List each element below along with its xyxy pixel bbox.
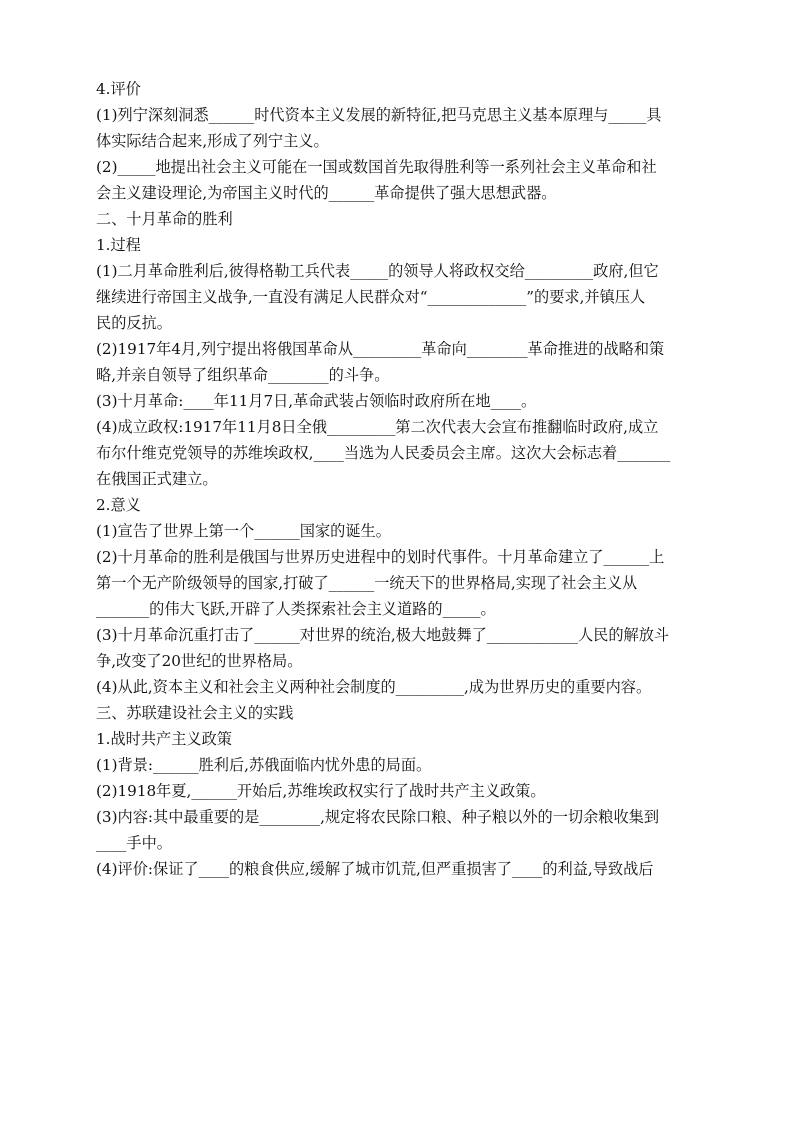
paragraph-line: (3)十月革命:____年11月7日,革命武装占领临时政府所在地____。 <box>96 392 537 410</box>
paragraph-line: (4)评价:保证了____的粮食供应,缓解了城市饥荒,但严重损害了____的利益,导致战后 <box>96 860 654 878</box>
paragraph-line: (1)二月革命胜利后,彼得格勒工兵代表_____的领导人将政权交给_________政府,但它 <box>96 262 659 280</box>
heading-war-communism: 1.战时共产主义政策 <box>96 730 232 748</box>
paragraph-line: (3)内容:其中最重要的是________,规定将农民除口粮、种子粮以外的一切余粮收集到 <box>96 808 660 826</box>
paragraph-line: _______的伟大飞跃,开辟了人类探索社会主义道路的_____。 <box>96 600 496 618</box>
paragraph-line: (4)成立政权:1917年11月8日全俄_________第二次代表大会宣布推翻临时政府,成立 <box>96 418 659 436</box>
paragraph-line: (2)1917年4月,列宁提出将俄国革命从_________革命向________革命推进的战略和策 <box>96 340 665 358</box>
section-heading-october-revolution: 二、十月革命的胜利 <box>96 210 233 228</box>
paragraph-line: (2)1918年夏,______开始后,苏维埃政权实行了战时共产主义政策。 <box>96 782 546 800</box>
paragraph-line: 会主义建设理论,为帝国主义时代的______革命提供了强大思想武器。 <box>96 184 557 202</box>
paragraph-line: (4)从此,资本主义和社会主义两种社会制度的_________,成为世界历史的重要内容。 <box>96 678 652 696</box>
paragraph-line: (1)背景:______胜利后,苏俄面临内忧外患的局面。 <box>96 756 432 774</box>
document-page <box>96 76 700 882</box>
paragraph-line: 第一个无产阶级领导的国家,打破了______一统天下的世界格局,实现了社会主义从 <box>96 574 638 592</box>
paragraph-line: 体实际结合起来,形成了列宁主义。 <box>96 132 329 150</box>
paragraph-line: 民的反抗。 <box>96 314 172 332</box>
paragraph-line: 争,改变了20世纪的世界格局。 <box>96 652 303 670</box>
heading-significance: 2.意义 <box>96 496 141 514</box>
paragraph-line: 略,并亲自领导了组织革命________的斗争。 <box>96 366 390 384</box>
section-heading-soviet-practice: 三、苏联建设社会主义的实践 <box>96 704 294 722</box>
paragraph-line: 布尔什维克党领导的苏维埃政权,____当选为人民委员会主席。这次大会标志着_______ <box>96 444 671 462</box>
heading-evaluation: 4.评价 <box>96 80 141 98</box>
paragraph-line: (3)十月革命沉重打击了______对世界的统治,极大地鼓舞了____________人民的解放斗 <box>96 626 670 644</box>
heading-process: 1.过程 <box>96 236 141 254</box>
paragraph-line: (2)_____地提出社会主义可能在一国或数国首先取得胜利等一系列社会主义革命和社 <box>96 158 657 176</box>
paragraph-line: ____手中。 <box>96 834 172 852</box>
paragraph-line: (1)列宁深刻洞悉______时代资本主义发展的新特征,把马克思主义基本原理与_____具 <box>96 106 662 124</box>
paragraph-line: (1)宣告了世界上第一个______国家的诞生。 <box>96 522 391 540</box>
paragraph-line: 在俄国正式建立。 <box>96 470 218 488</box>
paragraph-line: (2)十月革命的胜利是俄国与世界历史进程中的划时代事件。十月革命建立了______上 <box>96 548 665 566</box>
paragraph-line: 继续进行帝国主义战争,一直没有满足人民群众对“_____________”的要求,并镇压人 <box>96 288 646 306</box>
